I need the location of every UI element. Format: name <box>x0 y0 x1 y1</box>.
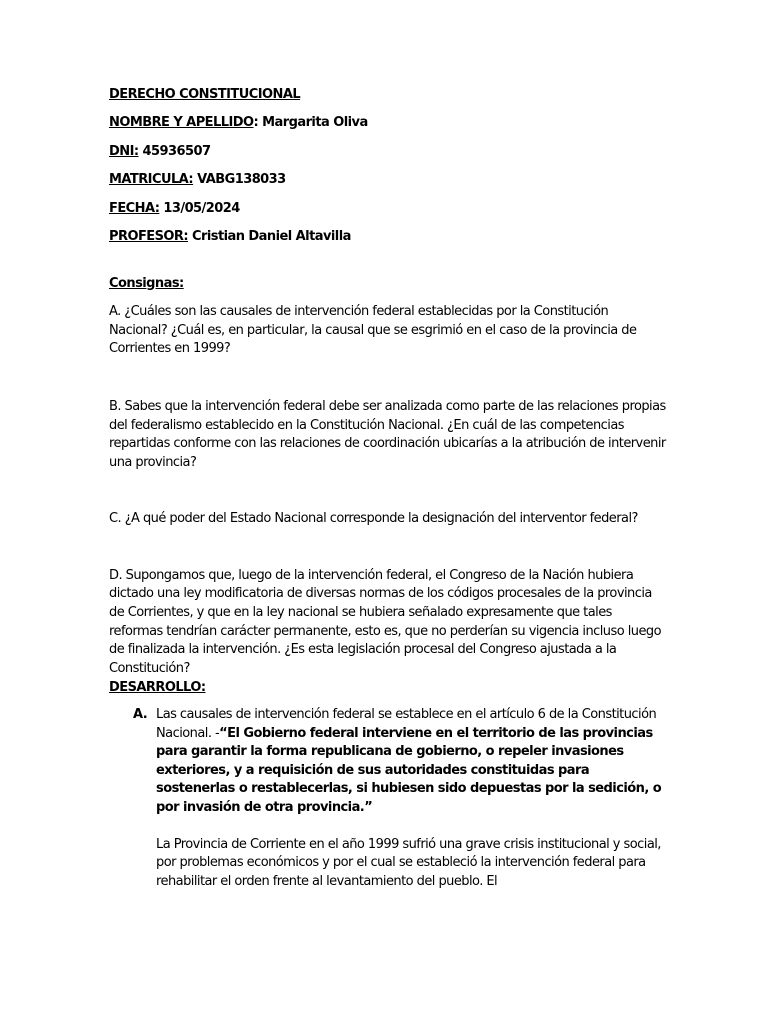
name-separator: : <box>253 115 263 131</box>
name-field <box>109 114 669 133</box>
consigna-c: C. ¿A qué poder del Estado Nacional corresponde la designación del interventor federal? <box>109 511 638 527</box>
matricula-value: VABG138033 <box>197 172 286 188</box>
profesor-label: PROFESOR: <box>109 228 189 244</box>
fecha-value: 13/05/2024 <box>163 200 240 216</box>
answer-a-intro: Las causales de intervención federal se establece en el artículo 6 de la Constitución Nacional. - <box>156 707 657 741</box>
consigna-a: A. ¿Cuáles son las causales de intervención federal establecidas por la Constitución Nacional? ¿Cuál es, en particular, la causal que se esgrimió en el caso de la provincia de Corrientes en 1999? <box>109 304 637 357</box>
desarrollo-heading: DESARROLLO: <box>109 680 206 696</box>
subject-heading <box>109 86 669 105</box>
answer-item-a <box>109 706 669 891</box>
answer-a-quote: “El Gobierno federal interviene en el territorio de las provincias para garantir la forma republicana de gobierno, o repeler invasiones exteriores, y a requisición de sus autoridades constituidas para sostenerlas o restablecerlas, si hubiesen sido depuestas por la sedición, o por invasión de otra provincia.” <box>156 725 662 816</box>
answer-marker: A. <box>133 707 148 723</box>
dni-value: 45936507 <box>142 143 211 159</box>
name-label: NOMBRE Y APELLIDO <box>109 115 254 131</box>
document-page <box>109 86 669 891</box>
answer-a-second-paragraph: La Provincia de Corriente en el año 1999 sufrió una grave crisis institucional y social, por problemas económicos y por el cual se estableció la intervención federal para rehabilitar el orden frente al levantamiento del pueblo. El <box>156 836 661 889</box>
answer-a-first-paragraph <box>156 706 669 818</box>
consigna-b: B. Sabes que la intervención federal debe ser analizada como parte de las relaciones propias del federalismo establecido en la Constitución Nacional. ¿En cuál de las competencias repartidas conforme con las relaciones de coordinación ubicarías a la atribución de intervenir una provincia? <box>109 398 666 470</box>
name-value: Margarita Oliva <box>262 115 368 131</box>
answer-list <box>109 706 669 891</box>
dni-field <box>109 143 669 162</box>
subject-title: DERECHO CONSTITUCIONAL <box>109 87 301 102</box>
profesor-value: Cristian Daniel Altavilla <box>192 228 351 244</box>
matricula-label: MATRICULA: <box>109 172 194 188</box>
fecha-label: FECHA: <box>109 200 160 216</box>
matricula-field <box>109 171 669 190</box>
consignas-heading: Consignas: <box>109 275 184 291</box>
fecha-field <box>109 200 669 219</box>
profesor-field <box>109 228 669 247</box>
consigna-d: D. Supongamos que, luego de la intervención federal, el Congreso de la Nación hubiera dictado una ley modificatoria de diversas normas de los códigos procesales de la provincia de Corrientes, y que en la ley nacional se hubiera señalado expresamente que tales reformas tendrían carácter permanente, esto es, que no perderían su vigencia incluso luego de finalizada la intervención. ¿Es esta legislación procesal del Congreso ajustada a la Constitución? <box>109 567 662 676</box>
dni-label: DNI: <box>109 143 139 159</box>
